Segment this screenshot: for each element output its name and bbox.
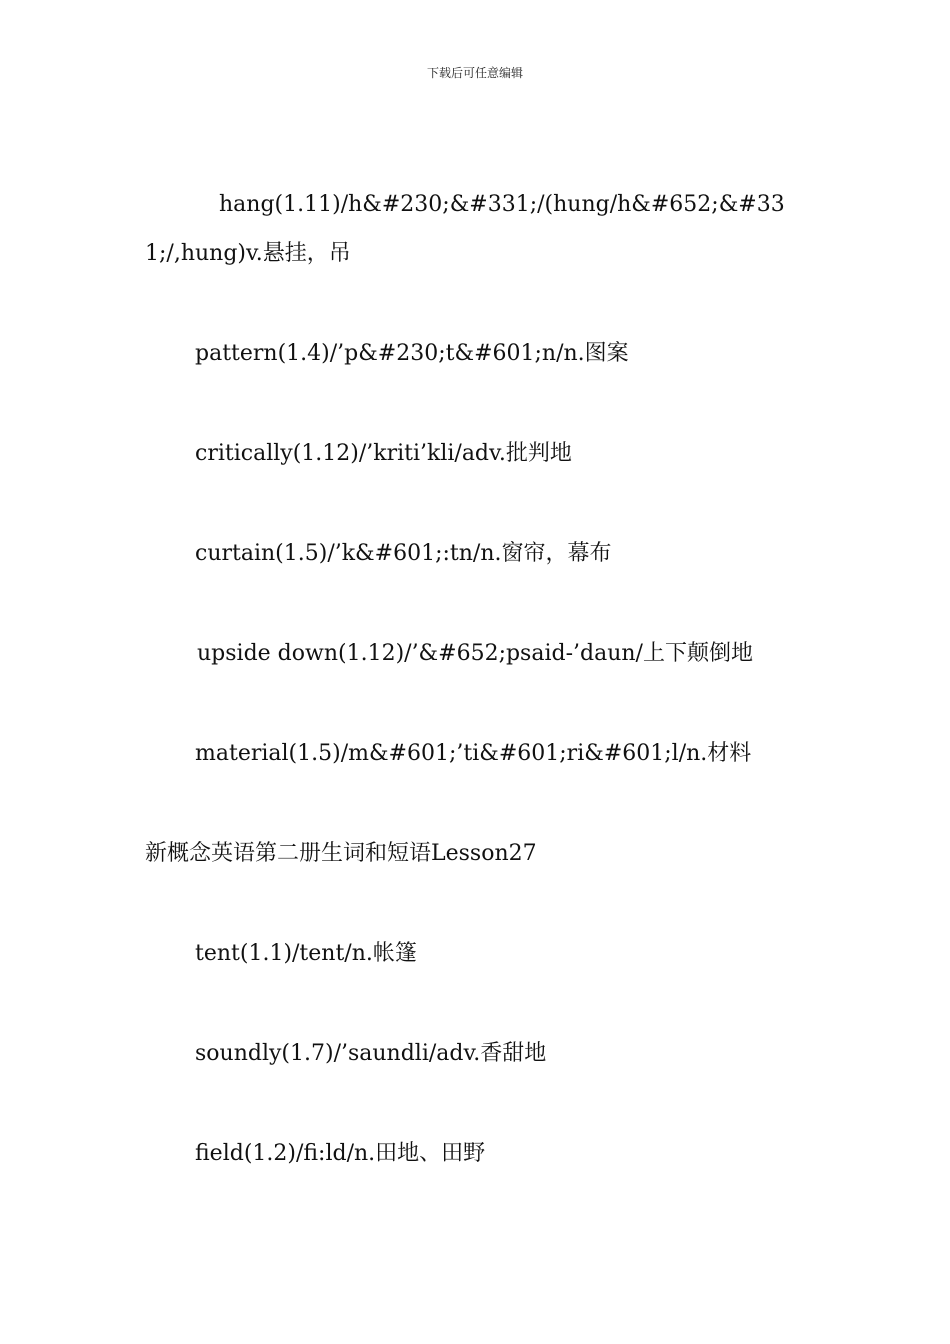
vocab-entry-hang: hang(1.11)/h&#230;&#331;/(hung/h&#652;&#331;/,hung)v.悬挂，吊: [145, 192, 785, 266]
vocab-entry-tent: tent(1.1)/tent/n.帐篷: [195, 941, 417, 966]
vocab-entry-material: material(1.5)/m&#601;’ti&#601;ri&#601;l/n.材料: [195, 741, 752, 766]
vocab-entry-critically: critically(1.12)/’kriti’kli/adv.批判地: [195, 441, 572, 466]
page-header: 下载后可任意编辑: [426, 66, 523, 80]
vocab-entry-curtain: curtain(1.5)/’k&#601;:tn/n.窗帘，幕布: [195, 541, 612, 566]
document-body: [145, 180, 815, 1229]
vocab-entry-upside-down: upside down(1.12)/’&#652;psaid-’daun/上下颠倒地: [197, 641, 753, 666]
lesson-heading: 新概念英语第二册生词和短语Lesson27: [145, 841, 537, 866]
vocab-entry-pattern: pattern(1.4)/’p&#230;t&#601;n/n.图案: [195, 341, 629, 366]
vocab-entry-soundly: soundly(1.7)/’saundli/adv.香甜地: [195, 1041, 547, 1066]
vocab-entry-field: field(1.2)/fi:ld/n.田地、田野: [195, 1141, 486, 1166]
